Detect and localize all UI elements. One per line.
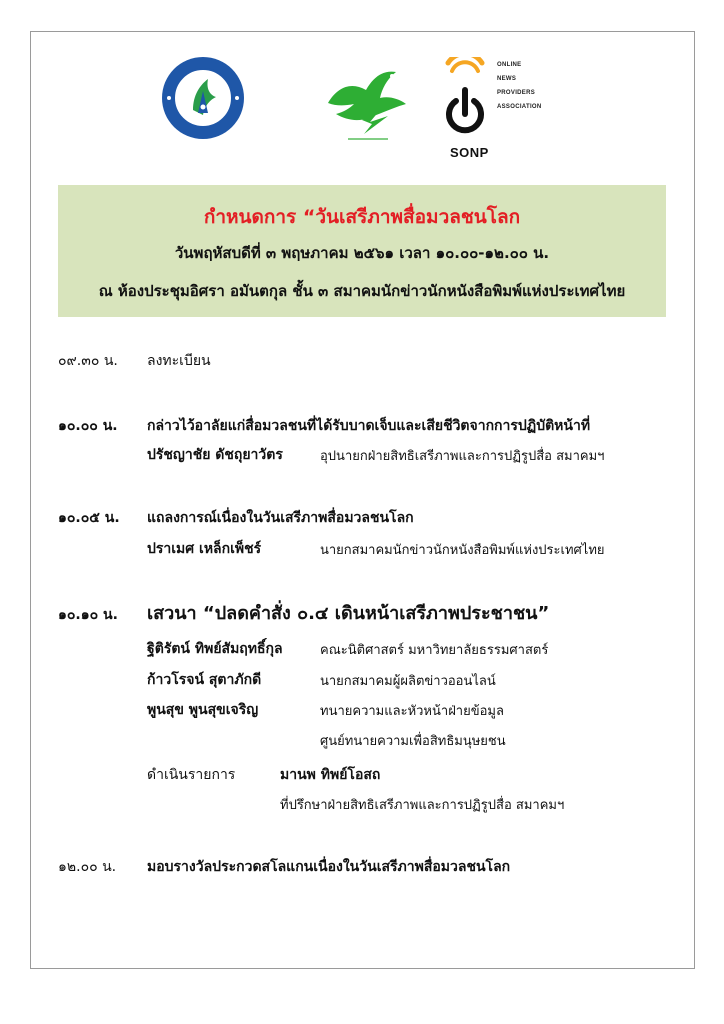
speaker-name: ปรัชญาชัย ดัชถุยาวัตร xyxy=(147,447,283,463)
moderator-role: ที่ปรึกษาฝ่ายสิทธิเสรีภาพและการปฏิรูปสื่อ สมาคมฯ xyxy=(280,798,565,813)
onpa-line-4: ASSOCIATION xyxy=(497,104,542,110)
event-date: วันพฤหัสบดีที่ ๓ พฤษภาคม ๒๕๖๑ เวลา ๑๐.๐๐-๑๒.๐๐ น. xyxy=(174,244,550,262)
panelist-role: ทนายความและหัวหน้าฝ่ายข้อมูล xyxy=(320,704,504,719)
item-registration: ลงทะเบียน xyxy=(147,353,211,369)
moderator-label: ดำเนินรายการ xyxy=(147,767,236,783)
tbja-dove-logo xyxy=(318,58,414,148)
online-news-providers-association-logo xyxy=(440,57,580,167)
speaker-name: ปราเมศ เหล็กเพ็ชร์ xyxy=(147,541,262,557)
power-icon xyxy=(440,57,490,143)
moderator-name: มานพ ทิพย์โอสถ xyxy=(280,767,381,783)
time-1200: ๑๒.๐๐ น. xyxy=(58,859,117,875)
onpa-acronym: SONP xyxy=(450,145,489,160)
schedule-header xyxy=(58,185,666,317)
panelist-role-line-2: ศูนย์ทนายความเพื่อสิทธิมนุษยชน xyxy=(320,734,506,749)
page-border xyxy=(30,31,695,969)
item-panel-discussion: เสวนา “ปลดคำสั่ง ๐.๔ เดินหน้าเสรีภาพประชาชน” xyxy=(147,603,550,624)
logo-bar xyxy=(0,55,724,165)
speaker-role: อุปนายกฝ่ายสิทธิเสรีภาพและการปฏิรูปสื่อ สมาคมฯ xyxy=(320,449,605,464)
thai-journalists-association-logo xyxy=(160,55,246,141)
onpa-line-1: ONLINE xyxy=(497,62,522,68)
time-1010: ๑๐.๑๐ น. xyxy=(58,607,118,623)
item-statement: แถลงการณ์เนื่องในวันเสรีภาพสื่อมวลชนโลก xyxy=(147,510,414,526)
speaker-role: นายกสมาคมนักข่าวนักหนังสือพิมพ์แห่งประเทศไทย xyxy=(320,543,605,558)
time-0930: ๐๙.๓๐ น. xyxy=(58,353,118,369)
onpa-line-2: NEWS xyxy=(497,76,517,82)
panelist-role: คณะนิติศาสตร์ มหาวิทยาลัยธรรมศาสตร์ xyxy=(320,643,549,658)
item-slogan-award: มอบรางวัลประกวดสโลแกนเนื่องในวันเสรีภาพสื่อมวลชนโลก xyxy=(147,859,511,875)
panelist-name: ฐิติรัตน์ ทิพย์สัมฤทธิ์กุล xyxy=(147,641,283,657)
panelist-name: ก้าวโรจน์ สุตาภักดี xyxy=(147,672,262,688)
time-1005: ๑๐.๐๕ น. xyxy=(58,510,120,526)
panelist-name: พูนสุข พูนสุขเจริญ xyxy=(147,702,259,718)
page-title: กำหนดการ “วันเสรีภาพสื่อมวลชนโลก xyxy=(203,206,521,228)
item-memorial: กล่าวไว้อาลัยแก่สื่อมวลชนที่ได้รับบาดเจ็บและเสียชีวิตจากการปฏิบัติหน้าที่ xyxy=(147,418,591,434)
event-venue: ณ ห้องประชุมอิศรา อมันตกุล ชั้น ๓ สมาคมนักข่าวนักหนังสือพิมพ์แห่งประเทศไทย xyxy=(98,282,626,300)
onpa-line-3: PROVIDERS xyxy=(497,90,536,96)
panelist-role: นายกสมาคมผู้ผลิตข่าวออนไลน์ xyxy=(320,674,496,689)
time-1000: ๑๐.๐๐ น. xyxy=(58,418,118,434)
